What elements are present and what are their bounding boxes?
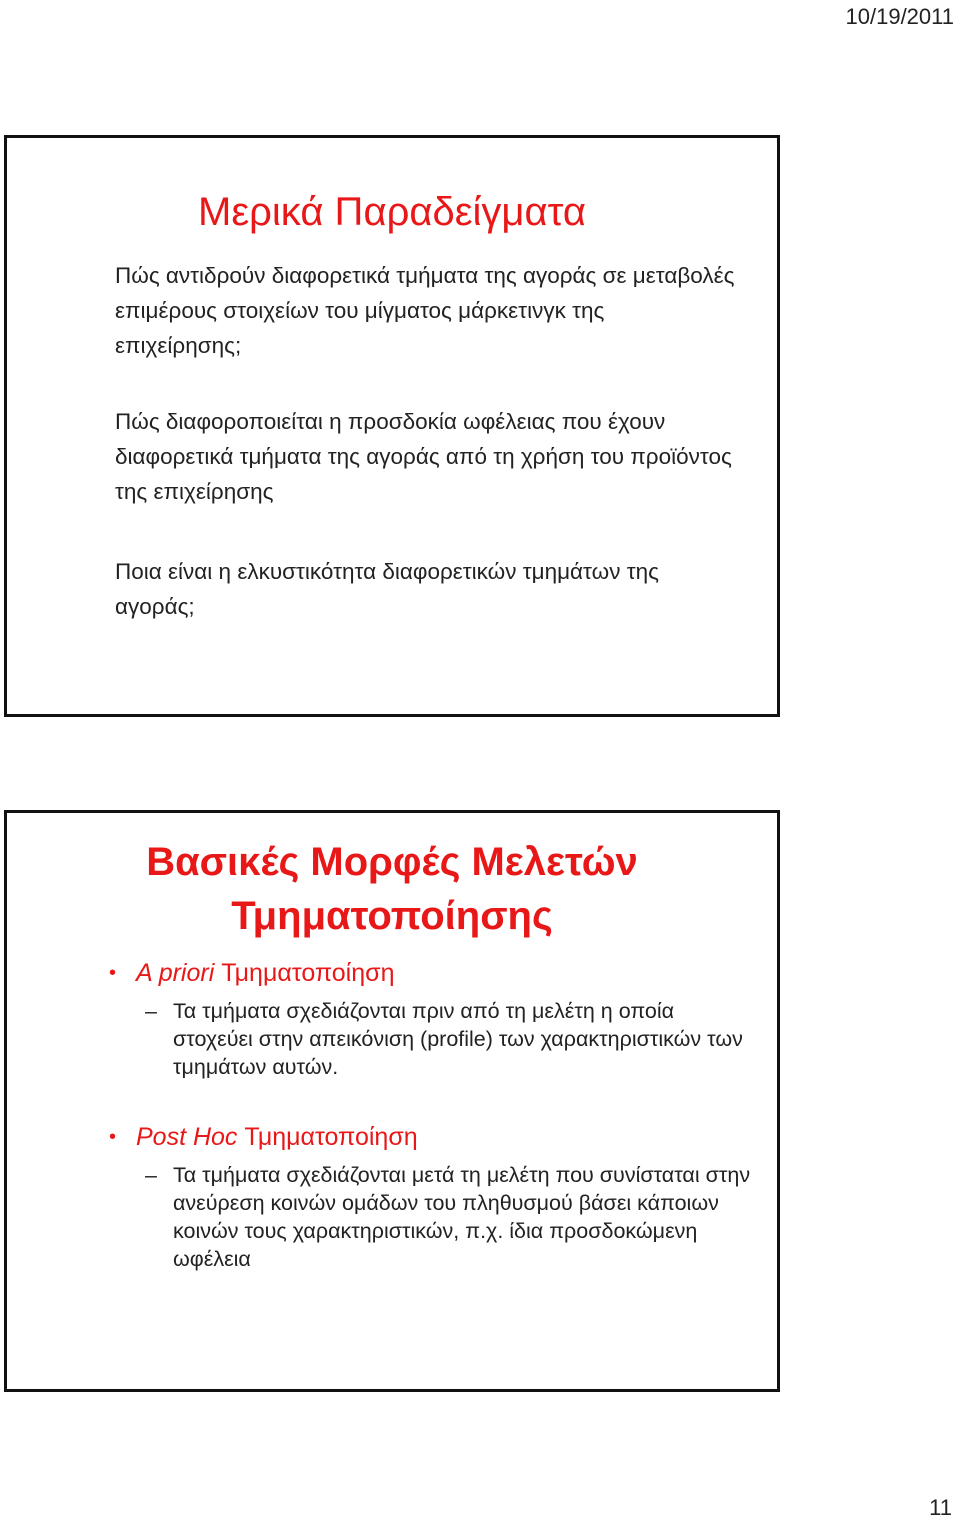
slide-title-line2: Τμηματοποίησης xyxy=(231,894,553,938)
sub-bullet-item xyxy=(145,1161,755,1273)
bullet-rest: Τμηματοποίηση xyxy=(237,1123,418,1151)
dash-icon: – xyxy=(145,999,157,1023)
question-paragraph: Πώς διαφοροποιείται η προσδοκία ωφέλειας που έχουν διαφορετικά τμήματα της αγοράς από τη χρήση του προϊόντος της επιχείρησης xyxy=(115,409,732,504)
slide-title-line1: Βασικές Μορφές Μελετών xyxy=(146,840,638,884)
slide-title xyxy=(7,835,777,943)
sub-bullet-item xyxy=(145,997,755,1081)
question-paragraph: Πώς αντιδρούν διαφορετικά τμήματα της αγοράς σε μεταβολές επιμέρους στοιχείων του μίγματος μάρκετινγκ της επιχείρησης; xyxy=(115,263,735,358)
dash-icon: – xyxy=(145,1163,157,1187)
bullet-text xyxy=(136,1121,418,1153)
bullet-rest: Τμηματοποίηση xyxy=(214,959,395,987)
page-number: 11 xyxy=(929,1495,952,1520)
question-paragraph: Ποια είναι η ελκυστικότητα διαφορετικών τμημάτων της αγοράς; xyxy=(115,559,659,619)
slide-examples xyxy=(4,135,780,717)
slide-segmentation-study-types xyxy=(4,810,780,1392)
bullet-text xyxy=(136,957,394,989)
sub-bullet-text: Τα τμήματα σχεδιάζονται μετά τη μελέτη που συνίσταται στην ανεύρεση κοινών ομάδων του πληθυσμού βάσει κάποιων κοινών τους χαρακτηριστικών, π.χ. ίδια προσδοκώμενη ωφέλεια xyxy=(173,1163,751,1271)
sub-bullet-text: Τα τμήματα σχεδιάζονται πριν από τη μελέτη η οποία στοχεύει στην απεικόνιση (profile) των χαρακτηριστικών των τμημάτων αυτών. xyxy=(173,999,743,1079)
bullet-dot-icon: • xyxy=(109,962,117,984)
bullet-italic: Post Hoc xyxy=(136,1123,238,1151)
bullet-italic: A priori xyxy=(136,959,215,987)
date-header: 10/19/2011 xyxy=(845,4,954,29)
bullet-dot-icon: • xyxy=(109,1126,117,1148)
slide-title: Μερικά Παραδείγματα xyxy=(198,190,586,234)
